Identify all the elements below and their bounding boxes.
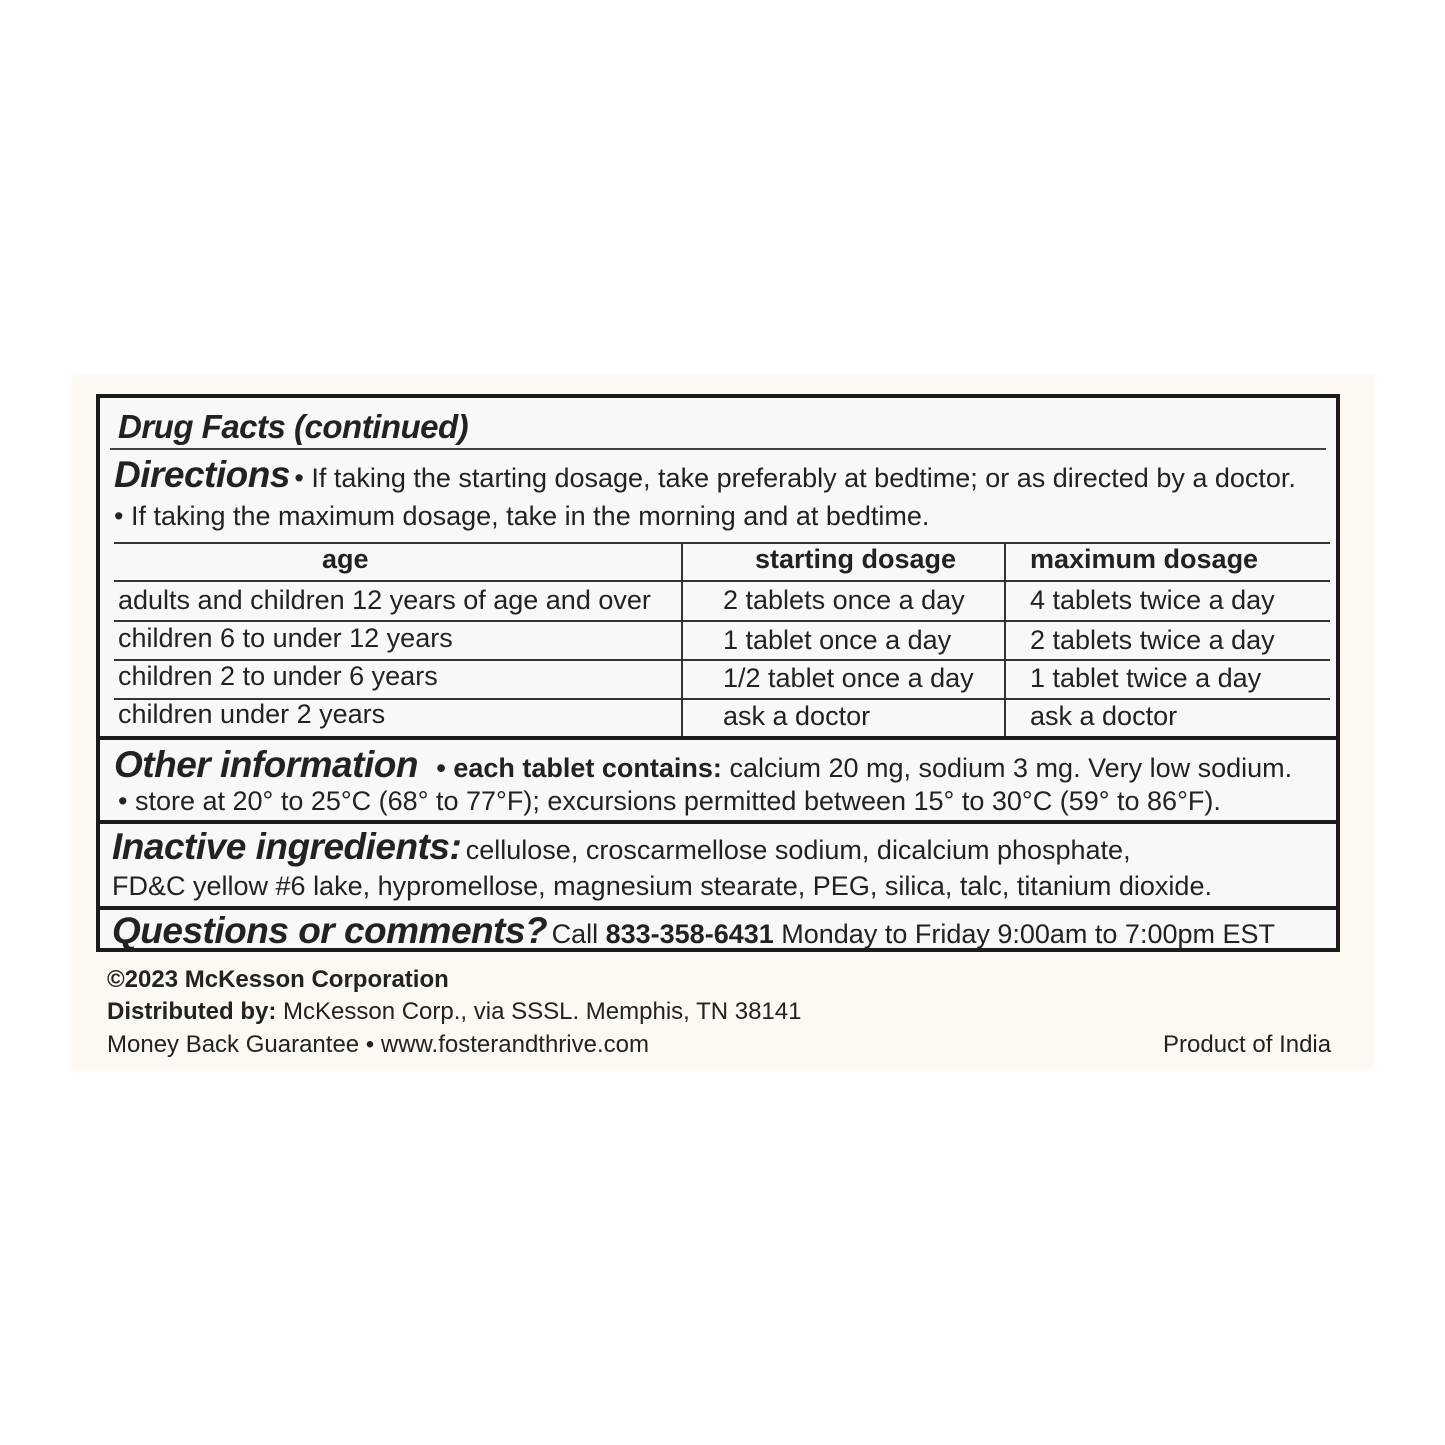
table-header-maximum: maximum dosage	[1030, 544, 1259, 574]
questions-phone: 833-358-6431	[605, 919, 774, 949]
table-header-starting: starting dosage	[755, 544, 957, 574]
inactive-line-1	[112, 826, 1131, 868]
directions-line-1	[114, 454, 1296, 496]
table-cell: adults and children 12 years of age and over	[118, 585, 651, 615]
other-info-heading: Other information	[114, 744, 418, 785]
distributed-text: McKesson Corp., via SSSL. Memphis, TN 38141	[276, 998, 802, 1025]
drug-facts-header	[100, 398, 1336, 450]
inactive-text-1: cellulose, croscarmellose sodium, dicalcium phosphate,	[465, 835, 1131, 865]
copyright-text: ©2023 McKesson Corporation	[107, 966, 449, 993]
guarantee-text: Money Back Guarantee • www.fosterandthrive.com	[107, 1031, 649, 1058]
directions-line-2: • If taking the maximum dosage, take in the morning and at bedtime.	[114, 501, 930, 531]
divider	[110, 448, 1326, 450]
table-cell: 1 tablet once a day	[723, 625, 952, 655]
table-cell: ask a doctor	[723, 701, 871, 731]
table-cell: 2 tablets once a day	[723, 585, 965, 615]
drug-facts-title: Drug Facts (continued)	[118, 408, 469, 445]
table-cell: 1/2 tablet once a day	[723, 663, 974, 693]
table-cell: 4 tablets twice a day	[1030, 585, 1275, 615]
section-divider	[100, 820, 1336, 824]
drug-facts-panel	[96, 394, 1340, 952]
questions-line	[112, 910, 1275, 952]
distributed-label: Distributed by:	[107, 998, 277, 1025]
other-info-lead: • each tablet contains:	[436, 753, 722, 783]
section-divider	[100, 736, 1336, 740]
table-cell: 1 tablet twice a day	[1030, 663, 1262, 693]
table-cell: children 6 to under 12 years	[118, 623, 453, 653]
questions-call: Call	[551, 919, 606, 949]
table-cell: children under 2 years	[118, 699, 386, 729]
other-info-line-2: • store at 20° to 25°C (68° to 77°F); excursions permitted between 15° to 30°C (59° to 86°F).	[118, 786, 1221, 816]
table-cell: children 2 to under 6 years	[118, 661, 438, 691]
questions-heading: Questions or comments?	[112, 910, 548, 951]
table-cell: ask a doctor	[1030, 701, 1178, 731]
table-header-age: age	[322, 544, 369, 574]
dosage-table	[114, 542, 1330, 736]
other-info-line-1	[114, 744, 1292, 786]
directions-text-1: • If taking the starting dosage, take preferably at bedtime; or as directed by a doctor.	[294, 463, 1296, 493]
inactive-line-2: FD&C yellow #6 lake, hypromellose, magnesium stearate, PEG, silica, talc, titanium dioxide.	[112, 871, 1212, 901]
inactive-heading: Inactive ingredients:	[112, 826, 462, 867]
origin-text: Product of India	[1163, 1031, 1332, 1058]
table-cell: 2 tablets twice a day	[1030, 625, 1275, 655]
distributed-by-text	[107, 998, 801, 1026]
other-info-text-1: calcium 20 mg, sodium 3 mg. Very low sodium.	[721, 753, 1293, 783]
questions-hours: Monday to Friday 9:00am to 7:00pm EST	[773, 919, 1276, 949]
directions-heading: Directions	[114, 454, 290, 495]
